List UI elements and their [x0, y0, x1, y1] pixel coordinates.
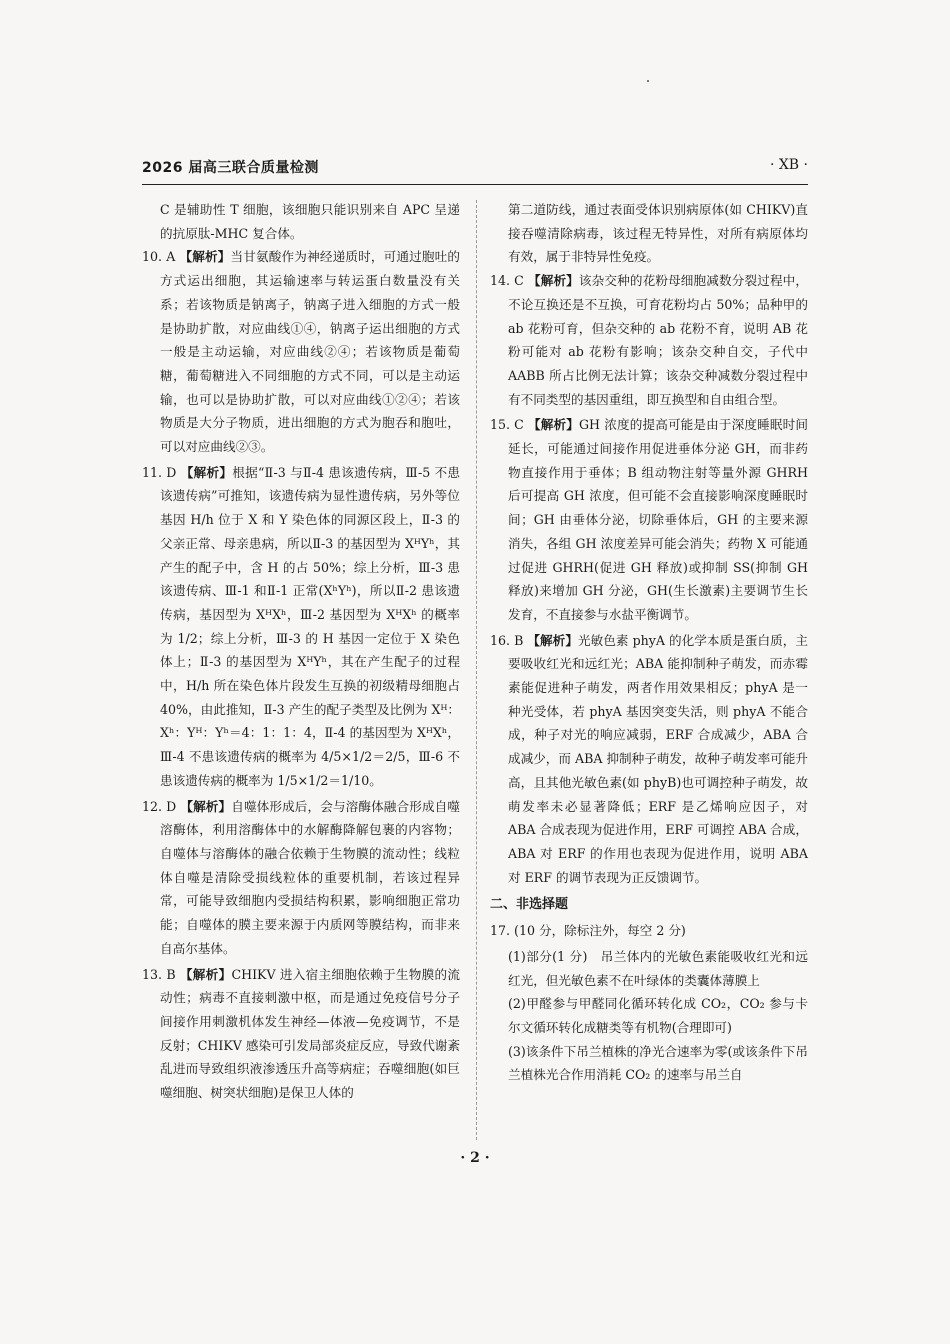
answer-14-text: 该杂交种的花粉母细胞减数分裂过程中，不论互换还是不互换，可育花粉均占 50%；品种甲的 ab 花粉可育，但杂交种的 ab 花粉不育，说明 AB 花粉可能对 ab 花粉有影响；该杂交种自交，子代中 AABB 所占比例无法计算；该杂交种减数分裂过程中有不同类型的基因重组，即互换型和自由组合型。 — [508, 273, 809, 407]
answer-13-number: 13. B — [142, 966, 176, 982]
header-code: · XB · — [769, 157, 808, 173]
answer-14-number: 14. C — [490, 273, 524, 289]
scan-dot — [647, 80, 649, 82]
left-column — [142, 198, 460, 1107]
answer-16-number: 16. B — [490, 632, 524, 648]
answer-17-part-1: (1)部分(1 分) 吊兰体内的光敏色素能吸收红光和远红光，但光敏色素不在叶绿体的类囊体薄膜上 — [508, 948, 808, 988]
answer-17-part-3: (3)该条件下吊兰植株的净光合速率为零(或该条件下吊兰植株光合作用消耗 CO₂ 的速率与吊兰自 — [508, 1043, 808, 1083]
answer-15 — [490, 413, 808, 626]
answer-13-text: CHIKV 进入宿主细胞依赖于生物膜的流动性；病毒不直接刺激中枢，而是通过免疫信号分子间接作用刺激机体发生神经—体液—免疫调节，不是反射；CHIKV 感染可引发局部炎症反应，导致代谢紊乱进而导致组织液渗透压升高等病症；吞噬细胞(如巨噬细胞、树突状细胞)是保卫人体的 — [160, 966, 461, 1101]
answer-11 — [142, 461, 460, 793]
answer-12 — [142, 795, 460, 961]
answer-11-number: 11. D — [142, 464, 177, 480]
answer-17-part-2: (2)甲醛参与甲醛同化循环转化成 CO₂，CO₂ 参与卡尔文循环转化成糖类等有机物(合理即可) — [508, 996, 808, 1035]
answer-11-continuation: C 是辅助性 T 细胞，该细胞只能识别来自 APC 呈递的抗原肽-MHC 复合体。 — [160, 202, 460, 241]
answer-15-text: GH 浓度的提高可能是由于深度睡眠时间延长，可能通过间接作用促进垂体分泌 GH，而非药物直接作用于垂体；B 组动物注射等量外源 GHRH 后可提高 GH 浓度，但可能不会直接影响深度睡眠时间；GH 由垂体分泌，切除垂体后，GH 的主要来源消失，各组 GH 浓度差异可能会消失；药物 X 可能通过促进 GHRH(促进 GH 释放)或抑制 SS(抑制 GH 释放)来增加 GH 分泌，GH(生长激素)主要调节生长发育，不直接参与水盐平衡调节。 — [508, 417, 809, 622]
analysis-tag: 【解析】 — [180, 798, 232, 814]
answer-10 — [142, 245, 460, 458]
answer-11-text: 根据“Ⅱ-3 与Ⅱ-4 患该遗传病，Ⅲ-5 不患该遗传病”可推知，该遗传病为显性遗传病，另外等位基因 H/h 位于 X 和 Y 染色体的同源区段上，Ⅱ-3 的父亲正常、母亲患病，所以Ⅱ-3 的基因型为 XᴴYʰ，其产生的配子中，含 H 的占 50%；综上分析，Ⅲ-3 患该遗传病、Ⅲ-1 和Ⅱ-1 正常(XʰYʰ)，所以Ⅱ-2 患该遗传病，基因型为 XᴴXʰ，Ⅲ-2 基因型为 XᴴXʰ 的概率为 1/2；综上分析，Ⅲ-3 的 H 基因一定位于 X 染色体上；Ⅱ-3 的基因型为 XᴴYʰ，其在产生配子的过程中，H/h 所在染色体片段发生互换的初级精母细胞占 40%，由此推知，Ⅱ-3 产生的配子类型及比例为 Xᴴ：Xʰ：Yᴴ：Yʰ＝4：1：1：4，Ⅱ-4 的基因型为 XᴴXʰ，Ⅲ-4 不患该遗传病的概率为 4/5×1/2＝2/5，Ⅲ-6 不患该遗传病的概率为 1/5×1/2＝1/10。 — [160, 464, 461, 788]
analysis-tag: 【解析】 — [527, 632, 578, 648]
section-heading: 二、非选择题 — [490, 897, 569, 913]
answer-17-head: 17. (10 分，除标注外，每空 2 分) — [490, 923, 686, 939]
header-title: 2026 届高三联合质量检测 — [142, 160, 319, 176]
analysis-tag: 【解析】 — [179, 966, 232, 982]
answer-13 — [142, 963, 460, 1105]
right-column — [490, 198, 808, 1087]
analysis-tag: 【解析】 — [180, 464, 233, 480]
page-number: · 2 · — [460, 1150, 490, 1166]
page-header — [142, 150, 808, 185]
analysis-tag: 【解析】 — [527, 273, 579, 289]
analysis-tag: 【解析】 — [179, 249, 231, 265]
answer-16 — [490, 629, 808, 890]
answer-15-number: 15. C — [490, 417, 524, 433]
answer-13-continuation: 第二道防线，通过表面受体识别病原体(如 CHIKV)直接吞噬清除病毒，该过程无特异性，对所有病原体均有效，属于非特异性免疫。 — [508, 202, 808, 265]
answer-10-number: 10. A — [142, 249, 176, 265]
answer-16-text: 光敏色素 phyA 的化学本质是蛋白质，主要吸收红光和远红光；ABA 能抑制种子萌发，而赤霉素能促进种子萌发，两者作用效果相反；phyA 是一种光受体，若 phyA 基因突变失活，则 phyA 不能合成，种子对光的响应减弱，ERF 合成减少，ABA 合成减少，而 ABA 抑制种子萌发，故种子萌发率可能升高，且其他光敏色素(如 phyB)也可调控种子萌发，故萌发率未必显著降低；ERF 是乙烯响应因子，对 ABA 合成表现为促进作用，ERF 可调控 ABA 合成，ABA 对 ERF 的作用也表现为促进作用，说明 ABA 对 ERF 的调节表现为正反馈调节。 — [508, 632, 809, 885]
answer-14 — [490, 269, 808, 411]
answer-12-text: 自噬体形成后，会与溶酶体融合形成自噬溶酶体，利用溶酶体中的水解酶降解包裹的内容物；自噬体与溶酶体的融合依赖于生物膜的流动性；线粒体自噬是清除受损线粒体的重要机制，若该过程异常，可能导致细胞内受损结构积累，影响细胞正常功能；自噬体的膜主要来源于内质网等膜结构，而非来自高尔基体。 — [160, 798, 460, 956]
column-divider — [476, 200, 477, 1140]
answer-12-number: 12. D — [142, 798, 177, 814]
analysis-tag: 【解析】 — [528, 417, 579, 433]
answer-10-text: 当甘氨酸作为神经递质时，可通过胞吐的方式运出细胞，其运输速率与转运蛋白数量没有关系；若该物质是钠离子，钠离子进入细胞的方式一般是协助扩散，对应曲线①④，钠离子运出细胞的方式一般是主动运输，对应曲线②④；若该物质是葡萄糖，葡萄糖进入不同细胞的方式不同，可以是主动运输，也可以是协助扩散，可以对应曲线①②④；若该物质是大分子物质，进出细胞的方式为胞吞和胞吐，可以对应曲线②③。 — [160, 249, 460, 455]
